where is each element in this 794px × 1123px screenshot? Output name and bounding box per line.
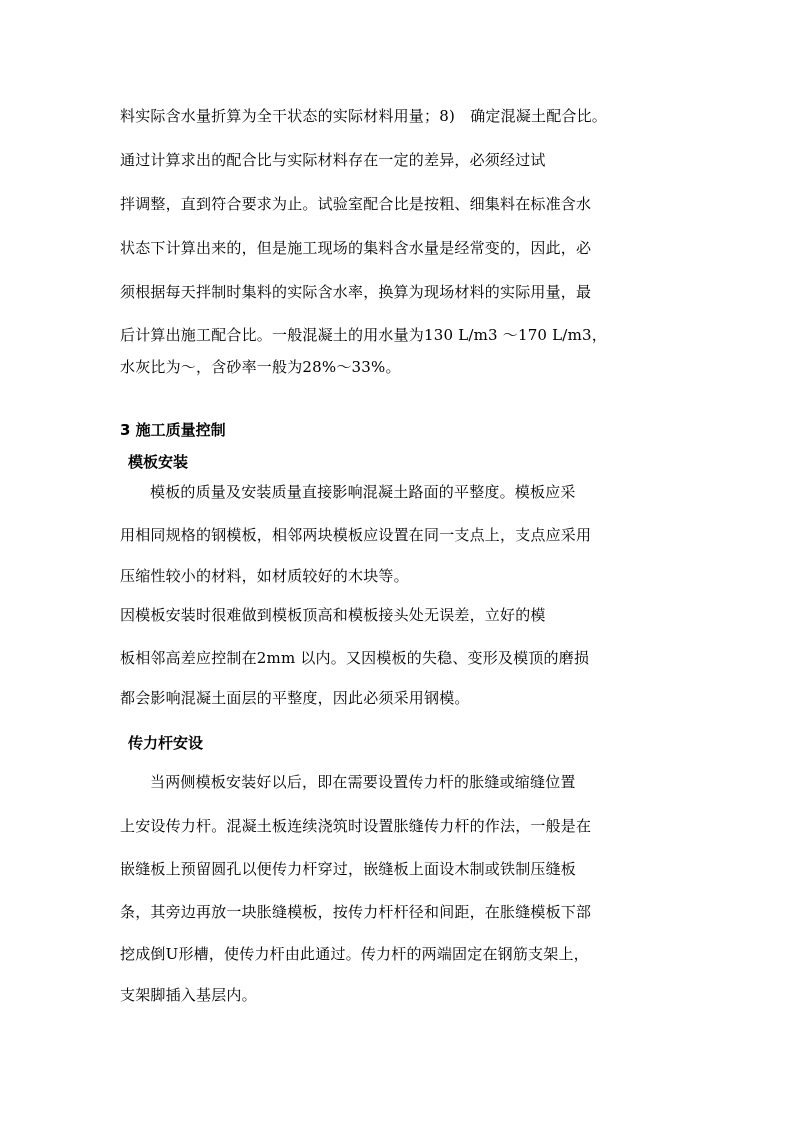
text-line: 嵌缝板上预留圆孔以便传力杆穿过，嵌缝板上面设木制或铁制压缝板 [120, 860, 577, 878]
text-line: 用相同规格的钢模板，相邻两块模板应设置在同一支点上，支点应采用 [120, 526, 592, 544]
text-line: 通过计算求出的配合比与实际材料存在一定的差异，必须经过试 [120, 151, 546, 169]
text-line: 水灰比为～，含砂率一般为28%～33%。 [120, 358, 401, 376]
text-line: 都会影响混凝土面层的平整度，因此必须采用钢模。 [120, 689, 470, 707]
text-line: 模板的质量及安装质量直接影响混凝土路面的平整度。模板应采 [150, 483, 576, 501]
text-line: 板相邻高差应控制在2mm 以内。又因模板的失稳、变形及模顶的磨损 [120, 649, 590, 667]
text-line: 状态下计算出来的，但是施工现场的集料含水量是经常变的，因此，必 [120, 239, 592, 257]
text-line: 条，其旁边再放一块胀缝模板，按传力杆杆径和间距，在胀缝模板下部 [120, 903, 592, 921]
text-line: 须根据每天拌制时集料的实际含水率，换算为现场材料的实际用量，最 [120, 283, 592, 301]
text-line: 后计算出施工配合比。一般混凝土的用水量为130 L/m3 ～170 L/m3， [120, 326, 607, 344]
text-line: 拌调整，直到符合要求为止。试验室配合比是按粗、细集料在标准含水 [120, 195, 592, 213]
text-line: 支架脚插入基层内。 [120, 986, 257, 1004]
text-line: 因模板安装时很难做到模板顶高和模板接头处无误差，立好的模 [120, 606, 546, 624]
text-line: 料实际含水量折算为全干状态的实际材料用量；8) 确定混凝土配合比。 [120, 107, 607, 125]
text-line: 压缩性较小的材料，如材质较好的木块等。 [120, 567, 409, 585]
text-line: 上安设传力杆。混凝土板连续浇筑时设置胀缝传力杆的作法，一般是在 [120, 817, 592, 835]
subheading-dowel-bar: 传力杆安设 [128, 734, 204, 752]
subheading-formwork: 模板安装 [128, 453, 189, 471]
text-line: 当两侧模板安装好以后，即在需要设置传力杆的胀缝或缩缝位置 [150, 773, 576, 791]
section-heading: 3 施工质量控制 [120, 421, 226, 439]
text-line: 挖成倒U形槽，使传力杆由此通过。传力杆的两端固定在钢筋支架上， [120, 945, 589, 963]
